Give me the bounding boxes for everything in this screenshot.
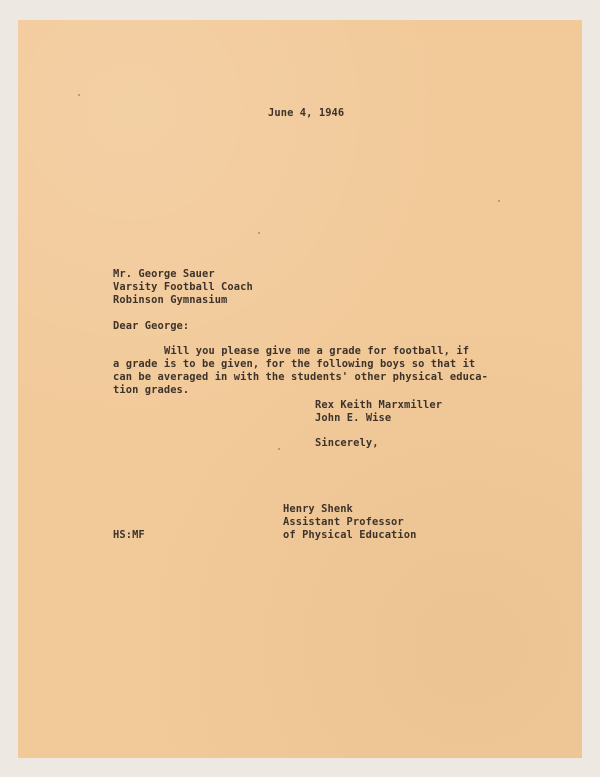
typist-initials: HS:MF [113,529,145,541]
closing: Sincerely, [315,437,379,449]
letter-page [18,20,582,758]
recipient-location: Robinson Gymnasium [113,294,228,306]
paper-speck [258,232,260,234]
recipient-title: Varsity Football Coach [113,281,253,293]
body-line: tion grades. [113,384,190,396]
signer-name: Henry Shenk [283,503,353,515]
paper-speck [498,200,500,202]
student-name: Rex Keith Marxmiller [315,399,443,411]
signer-title: Assistant Professor [283,516,404,528]
signer-department: of Physical Education [283,529,417,541]
body-line: a grade is to be given, for the following boys so that it [113,358,476,370]
body-line: can be averaged in with the students' other physical educa- [113,371,488,383]
recipient-name: Mr. George Sauer [113,268,215,280]
paper-speck [78,94,80,96]
body-line: Will you please give me a grade for football, if [164,345,470,357]
salutation: Dear George: [113,320,190,332]
letter-date: June 4, 1946 [268,107,345,119]
student-name: John E. Wise [315,412,392,424]
paper-speck [278,448,280,450]
